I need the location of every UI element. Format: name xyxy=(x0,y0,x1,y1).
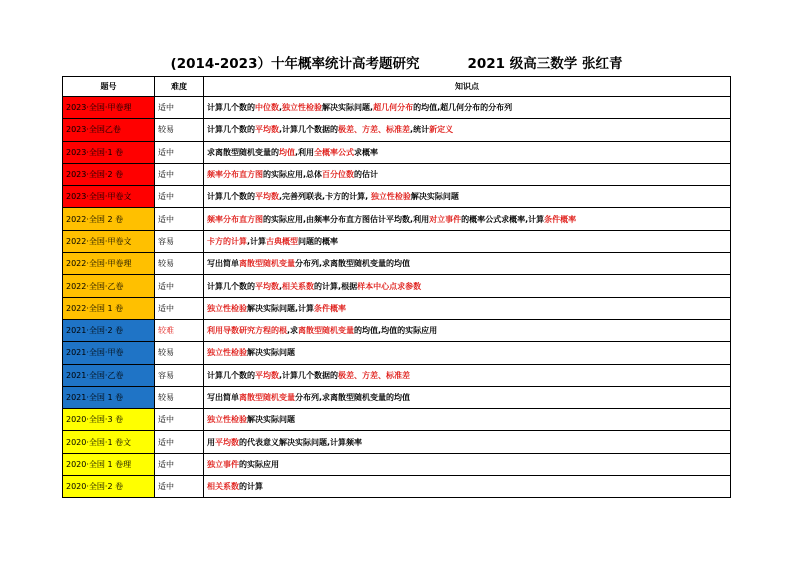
difficulty-cell: 适中 xyxy=(155,208,204,230)
title-right: 2021 级高三数学 张红青 xyxy=(467,56,623,72)
knowledge-text: ,求 xyxy=(287,326,299,336)
highlighted-keyword: 独立事件 xyxy=(207,459,239,469)
knowledge-text: 解决实际问题,计算 xyxy=(247,303,315,313)
knowledge-text: ,计算几个数据的 xyxy=(279,125,339,135)
highlighted-keyword: 样本中心点求参数 xyxy=(357,281,422,291)
knowledge-text: ,计算 xyxy=(247,236,267,246)
difficulty-cell: 适中 xyxy=(155,141,204,163)
difficulty-cell: 适中 xyxy=(155,476,204,498)
knowledge-text: 写出简单 xyxy=(207,259,239,269)
knowledge-point-cell xyxy=(204,275,731,297)
knowledge-point-cell xyxy=(204,476,731,498)
table-row xyxy=(63,186,731,208)
highlighted-keyword: 百分位数 xyxy=(322,170,355,180)
table-row xyxy=(63,431,731,453)
highlighted-keyword: 全概率公式 xyxy=(314,147,355,157)
knowledge-text: 用 xyxy=(207,437,215,447)
table-row xyxy=(63,297,731,319)
table-row xyxy=(63,342,731,364)
difficulty-cell: 较易 xyxy=(155,386,204,408)
difficulty-cell: 容易 xyxy=(155,364,204,386)
question-id-cell: 2020·全国·1 卷文 xyxy=(63,431,155,453)
question-id-cell: 2022·全国·甲卷文 xyxy=(63,230,155,252)
highlighted-keyword: 离散型随机变量 xyxy=(298,326,355,336)
knowledge-text: 分布列,求离散型随机变量的均值 xyxy=(295,259,411,269)
difficulty-cell: 适中 xyxy=(155,409,204,431)
table-row xyxy=(63,453,731,475)
difficulty-cell: 适中 xyxy=(155,186,204,208)
highlighted-keyword: 离散型随机变量 xyxy=(239,259,295,269)
knowledge-point-cell xyxy=(204,141,731,163)
table-row xyxy=(63,253,731,275)
question-id-cell: 2022·全国·乙卷 xyxy=(63,275,155,297)
highlighted-keyword: 频率分布直方图 xyxy=(207,214,263,224)
question-id-cell: 2022·全国 1 卷 xyxy=(63,297,155,319)
knowledge-text: 的均值,均值的实际应用 xyxy=(354,326,438,336)
question-id-cell: 2020·全国·2 卷 xyxy=(63,476,155,498)
highlighted-keyword: 独立性检验 xyxy=(207,303,247,313)
difficulty-cell: 容易 xyxy=(155,230,204,252)
knowledge-text: ,利用 xyxy=(295,147,315,157)
exam-table xyxy=(62,76,731,498)
highlighted-keyword: 卡方的计算 xyxy=(207,236,247,246)
knowledge-text: 计算几个数的 xyxy=(207,370,255,380)
question-id-cell: 2023·全国·甲卷理 xyxy=(63,97,155,119)
highlighted-keyword: 独立性检验 xyxy=(282,103,323,113)
highlighted-keyword: 利用导数研究方程的根 xyxy=(207,326,287,336)
knowledge-point-cell xyxy=(204,364,731,386)
highlighted-keyword: 独立性检验 xyxy=(207,348,247,358)
knowledge-point-cell xyxy=(204,163,731,185)
highlighted-keyword: 独立性检验 xyxy=(207,415,247,425)
knowledge-text: 的计算,根据 xyxy=(314,281,358,291)
highlighted-keyword: 平均数 xyxy=(255,192,279,202)
question-id-cell: 2020·全国 1 卷理 xyxy=(63,453,155,475)
highlighted-keyword: 平均数 xyxy=(255,281,279,291)
knowledge-text: 分布列,求离散型随机变量的均值 xyxy=(295,393,411,402)
difficulty-cell: 较易 xyxy=(155,253,204,275)
highlighted-keyword: 平均数 xyxy=(255,125,279,135)
table-row xyxy=(63,230,731,252)
highlighted-keyword: 新定义 xyxy=(429,125,454,135)
table-row xyxy=(63,163,731,185)
knowledge-text: ,计算几个数据的 xyxy=(279,370,339,380)
knowledge-text: 写出简单 xyxy=(207,393,239,402)
highlighted-keyword: 中位数 xyxy=(255,103,279,113)
knowledge-text: 解决实际问题 xyxy=(247,348,295,358)
knowledge-text: 求离散型随机变量的 xyxy=(207,147,279,157)
highlighted-keyword: 平均数 xyxy=(215,437,239,447)
knowledge-text: 的实际应用,由频率分布直方图估计平均数,利用 xyxy=(263,214,430,224)
knowledge-point-cell xyxy=(204,319,731,341)
knowledge-text: 问题的概率 xyxy=(298,236,339,246)
difficulty-cell: 较易 xyxy=(155,342,204,364)
question-id-cell: 2022·全国·甲卷理 xyxy=(63,253,155,275)
knowledge-text: 的均值,超几何分布的分布列 xyxy=(413,103,513,113)
knowledge-text: 计算几个数的 xyxy=(207,281,255,291)
highlighted-keyword: 超几何分布 xyxy=(373,103,414,113)
highlighted-keyword: 独立性检验 xyxy=(370,192,411,202)
table-row xyxy=(63,97,731,119)
question-id-cell: 2021·全国 1 卷 xyxy=(63,386,155,408)
question-id-cell: 2020·全国·3 卷 xyxy=(63,409,155,431)
difficulty-cell: 适中 xyxy=(155,97,204,119)
question-id-cell: 2021·全国·甲卷 xyxy=(63,342,155,364)
question-id-cell: 2021·全国·2 卷 xyxy=(63,319,155,341)
highlighted-keyword: 极差、方差、标准差 xyxy=(338,125,411,135)
question-id-cell: 2021·全国·乙卷 xyxy=(63,364,155,386)
knowledge-point-cell xyxy=(204,119,731,141)
knowledge-text: 解决实际问题, xyxy=(322,103,374,113)
highlighted-keyword: 对立事件 xyxy=(429,214,462,224)
knowledge-point-cell xyxy=(204,186,731,208)
highlighted-keyword: 均值 xyxy=(279,147,295,157)
knowledge-point-cell xyxy=(204,230,731,252)
difficulty-cell: 适中 xyxy=(155,297,204,319)
knowledge-text: 计算几个数的 xyxy=(207,192,255,202)
table-row xyxy=(63,141,731,163)
highlighted-keyword: 条件概率 xyxy=(544,214,577,224)
highlighted-keyword: 相关系数 xyxy=(282,281,315,291)
difficulty-cell: 适中 xyxy=(155,163,204,185)
highlighted-keyword: 平均数 xyxy=(255,370,279,380)
table-row xyxy=(63,476,731,498)
table-header-row xyxy=(63,77,731,97)
header-question-id: 题号 xyxy=(63,77,155,97)
highlighted-keyword: 频率分布直方图 xyxy=(207,170,263,180)
difficulty-cell: 适中 xyxy=(155,453,204,475)
question-id-cell: 2023·全国·2 卷 xyxy=(63,163,155,185)
knowledge-text: ,统计 xyxy=(410,125,430,135)
knowledge-text: 计算几个数的 xyxy=(207,103,255,113)
knowledge-text: 的实际应用,总体 xyxy=(263,170,323,180)
table-row xyxy=(63,119,731,141)
table-row xyxy=(63,409,731,431)
table-row xyxy=(63,386,731,408)
knowledge-text: 的计算 xyxy=(239,482,263,492)
knowledge-text: , xyxy=(279,103,283,113)
knowledge-point-cell xyxy=(204,431,731,453)
knowledge-text: 解决实际问题 xyxy=(410,192,459,202)
header-knowledge-points: 知识点 xyxy=(204,77,731,97)
knowledge-text: 的代表意义解决实际问题,计算频率 xyxy=(239,437,363,447)
question-id-cell: 2023·全国乙卷 xyxy=(63,119,155,141)
knowledge-text: 求概率 xyxy=(354,147,379,157)
knowledge-point-cell xyxy=(204,253,731,275)
knowledge-point-cell xyxy=(204,208,731,230)
table-body xyxy=(63,97,731,498)
question-id-cell: 2022·全国 2 卷 xyxy=(63,208,155,230)
highlighted-keyword: 古典概型 xyxy=(266,236,299,246)
knowledge-point-cell xyxy=(204,386,731,408)
knowledge-text: 的估计 xyxy=(354,170,379,180)
knowledge-point-cell xyxy=(204,97,731,119)
title-left: (2014-2023）十年概率统计高考题研究 xyxy=(170,56,420,72)
highlighted-keyword: 离散型随机变量 xyxy=(239,393,295,402)
knowledge-point-cell xyxy=(204,409,731,431)
knowledge-text: 的概率公式求概率,计算 xyxy=(461,214,545,224)
question-id-cell: 2023·全国·1 卷 xyxy=(63,141,155,163)
highlighted-keyword: 极差、方差、标准差 xyxy=(338,370,411,380)
page-title xyxy=(0,52,793,72)
knowledge-point-cell xyxy=(204,453,731,475)
difficulty-cell: 适中 xyxy=(155,431,204,453)
knowledge-text: ,完善列联表,卡方的计算, xyxy=(279,192,371,202)
highlighted-keyword: 条件概率 xyxy=(314,303,347,313)
difficulty-cell: 较难 xyxy=(155,319,204,341)
knowledge-point-cell xyxy=(204,342,731,364)
difficulty-cell: 较易 xyxy=(155,119,204,141)
knowledge-text: 的实际应用 xyxy=(239,459,279,469)
table-row xyxy=(63,319,731,341)
difficulty-cell: 适中 xyxy=(155,275,204,297)
question-id-cell: 2023·全国·甲卷文 xyxy=(63,186,155,208)
table-row xyxy=(63,275,731,297)
header-difficulty: 难度 xyxy=(155,77,204,97)
knowledge-text: 解决实际问题 xyxy=(247,415,295,425)
knowledge-point-cell xyxy=(204,297,731,319)
table-row xyxy=(63,208,731,230)
knowledge-text: 计算几个数的 xyxy=(207,125,255,135)
table-row xyxy=(63,364,731,386)
highlighted-keyword: 相关系数 xyxy=(207,482,239,492)
knowledge-text: , xyxy=(279,281,283,291)
